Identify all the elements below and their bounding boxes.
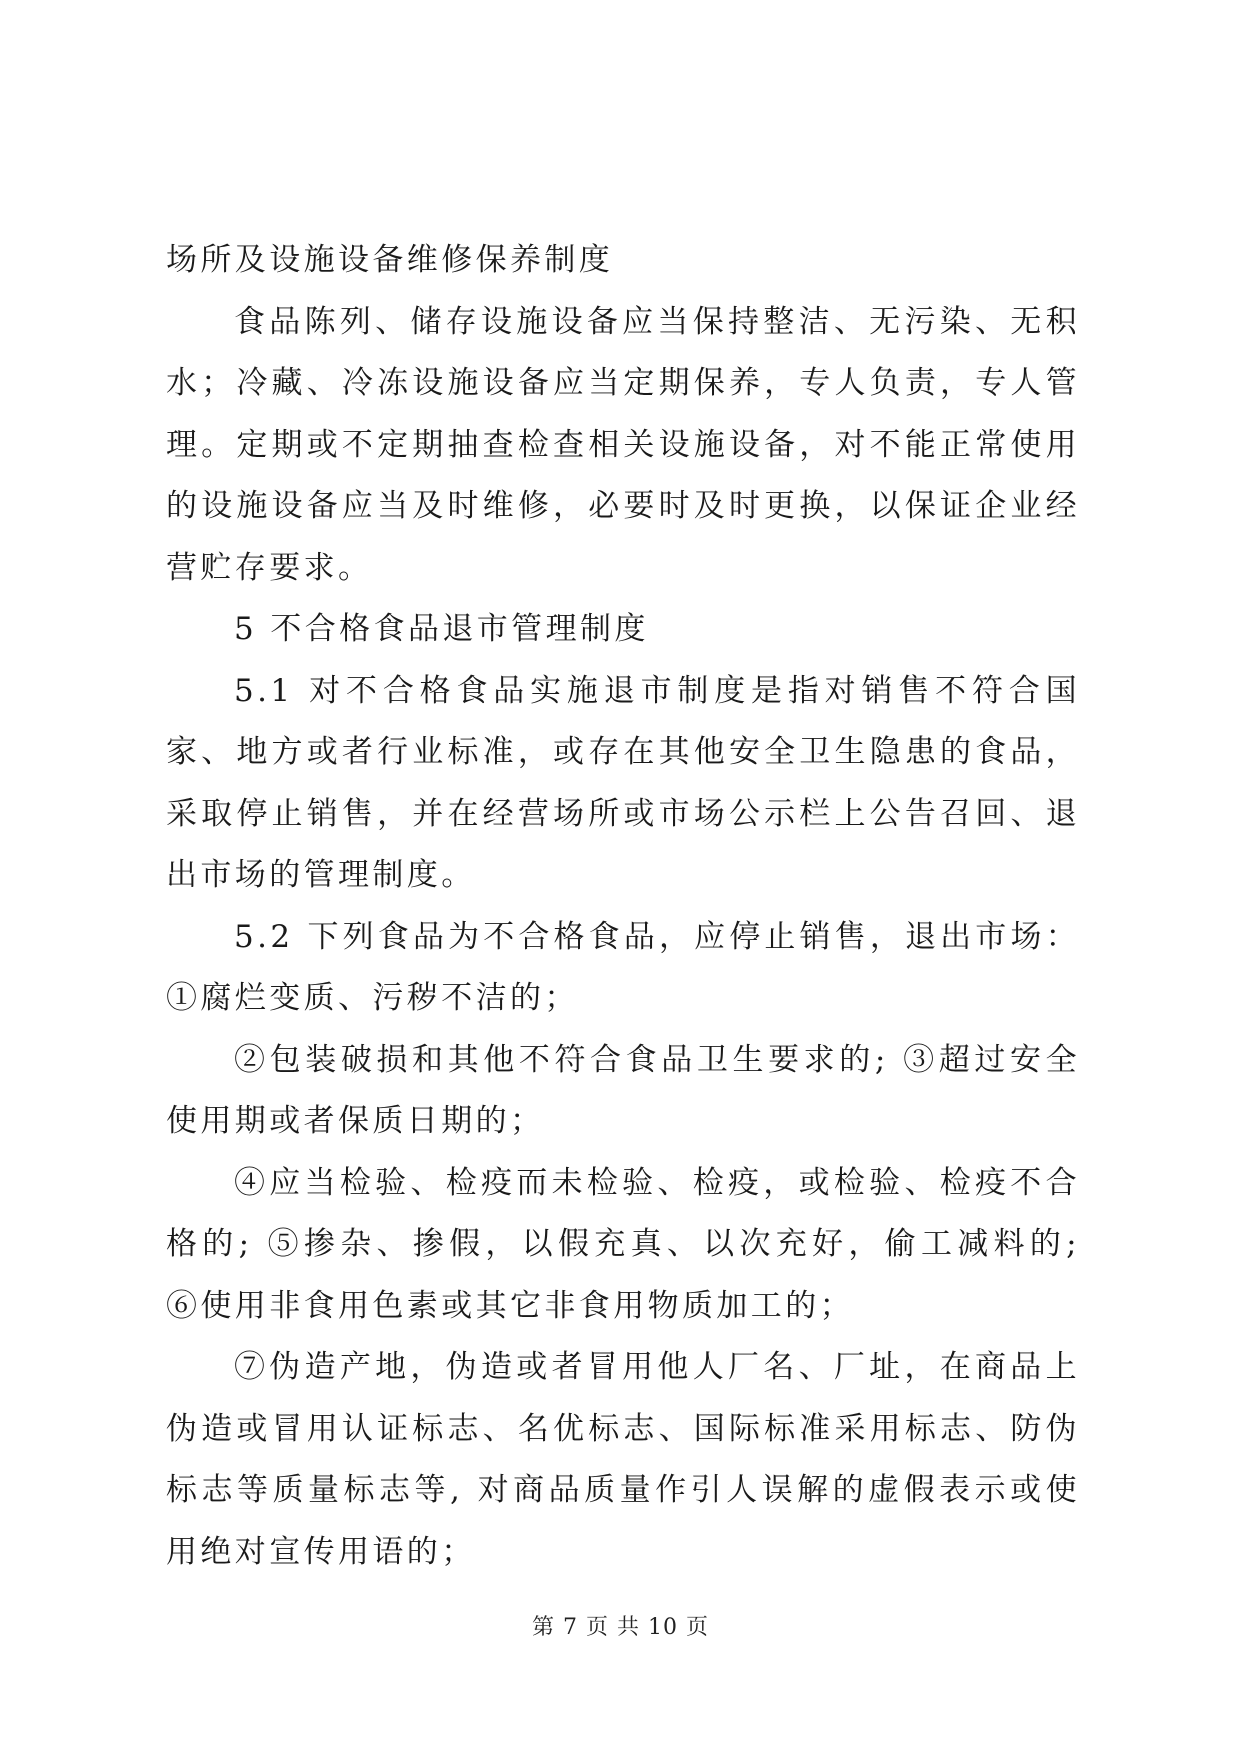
section-heading-recall-policy: 5 不合格食品退市管理制度 (234, 611, 649, 647)
paragraph-facility-maintenance: 食品陈列、储存设施设备应当保持整洁、无污染、无积水；冷藏、冷冻设施设备应当定期保养，专人负责，专人管理。定期或不定期抽查检查相关设施设备，对不能正常使用的设施设备应当及时维修，必要时及时更换，以保证企业经营贮存要求。 (166, 303, 1080, 586)
paragraph-5-2: 5.2 下列食品为不合格食品，应停止销售，退出市场：①腐烂变质、污秽不洁的； (166, 918, 1080, 1016)
list-item-2-3: ②包装破损和其他不符合食品卫生要求的; ③超过安全使用期或者保质日期的； (166, 1041, 1080, 1139)
paragraph-5-1: 5.1 对不合格食品实施退市制度是指对销售不符合国家、地方或者行业标准，或存在其他安全卫生隐患的食品，采取停止销售，并在经营场所或市场公示栏上公告召回、退出市场的管理制度。 (166, 672, 1080, 893)
page-number-footer: 第 7 页 共 10 页 (532, 1615, 709, 1640)
section-heading-facility-maintenance: 场所及设施设备维修保养制度 (166, 242, 614, 278)
document-body (166, 230, 1080, 1583)
list-item-7: ⑦伪造产地，伪造或者冒用他人厂名、厂址，在商品上伪造或冒用认证标志、名优标志、国际标准采用标志、防伪标志等质量标志等, 对商品质量作引人误解的虚假表示或使用绝对宣传用语的； (166, 1349, 1080, 1570)
list-item-4-6: ④应当检验、检疫而未检验、检疫，或检验、检疫不合格的; ⑤掺杂、掺假，以假充真、以次充好，偷工减料的; ⑥使用非食用色素或其它非食用物质加工的； (166, 1164, 1080, 1324)
